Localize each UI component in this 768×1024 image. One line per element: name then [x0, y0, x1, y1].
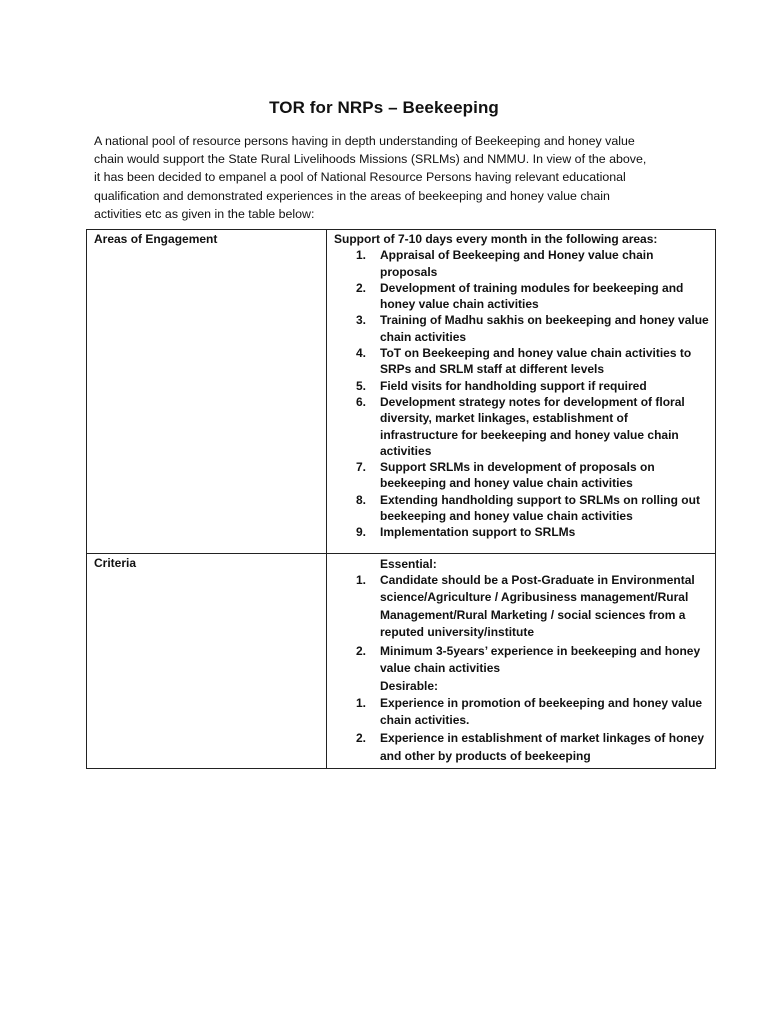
list-number: 3. [356, 313, 367, 328]
engagement-cell [327, 230, 716, 554]
list-number: 1. [356, 572, 367, 587]
list-text: Experience in promotion of beekeeping and honey value chain activities. [380, 695, 703, 728]
list-item [334, 492, 709, 525]
list-text: Experience in establishment of market linkages of honey and other by products of beekeeping [380, 731, 705, 763]
row-label-criteria: Criteria [87, 553, 327, 769]
list-item [334, 459, 709, 492]
list-number: 2. [356, 280, 367, 295]
row-label-engagement: Areas of Engagement [87, 230, 327, 554]
list-text: Minimum 3-5years’ experience in beekeeping and honey value chain activities [380, 643, 701, 675]
intro-line: qualification and demonstrated experiences in the areas of beekeeping and honey value chain [94, 188, 610, 203]
list-text: Candidate should be a Post-Graduate in Environmental science/Agriculture / Agribusiness management/Rural Management/Rural Marketing / social sciences from a reputed university/institute [380, 572, 695, 640]
list-item [334, 643, 709, 678]
list-number: 8. [356, 492, 367, 507]
intro-line: activities etc as given in the table below: [94, 206, 315, 221]
page-title: TOR for NRPs – Beekeeping [269, 98, 499, 117]
table-row-criteria [87, 553, 716, 769]
list-text: Support SRLMs in development of proposals on beekeeping and honey value chain activities [380, 460, 655, 491]
table-row-engagement [87, 230, 716, 554]
list-number: 4. [356, 346, 367, 361]
list-number: 7. [356, 460, 367, 475]
essential-list [334, 572, 709, 677]
list-item [334, 280, 709, 313]
list-item [334, 312, 709, 345]
engagement-lead: Support of 7-10 days every month in the following areas: [334, 232, 658, 246]
list-text: Development of training modules for beekeeping and honey value chain activities [380, 280, 684, 312]
engagement-list [334, 247, 709, 540]
list-number: 6. [356, 394, 367, 409]
list-number: 9. [356, 525, 367, 540]
intro-line: A national pool of resource persons having in depth understanding of Beekeeping and honey value [94, 134, 635, 148]
intro-paragraph [94, 132, 694, 223]
list-number: 5. [356, 378, 367, 393]
desirable-list [334, 695, 709, 766]
list-text: Field visits for handholding support if required [380, 378, 647, 393]
list-text: Appraisal of Beekeeping and Honey value chain proposals [380, 248, 654, 279]
list-item [334, 572, 709, 642]
list-item [334, 524, 709, 540]
list-item [334, 247, 709, 280]
list-number: 2. [356, 643, 367, 658]
list-item [334, 345, 709, 378]
tor-table [86, 229, 716, 769]
intro-line: chain would support the State Rural Livelihoods Missions (SRLMs) and NMMU. In view of the above, [94, 152, 647, 167]
desirable-heading: Desirable: [380, 679, 439, 694]
list-number: 1. [356, 248, 367, 263]
list-text: ToT on Beekeeping and honey value chain activities to SRPs and SRLM staff at different levels [380, 346, 692, 377]
intro-line: it has been decided to empanel a pool of National Resource Persons having relevant educational [94, 170, 626, 185]
list-item [334, 394, 709, 459]
list-text: Training of Madhu sakhis on beekeeping and honey value chain activities [380, 313, 709, 344]
list-number: 1. [356, 695, 367, 710]
list-item [334, 695, 709, 730]
essential-heading: Essential: [380, 556, 437, 571]
list-text: Development strategy notes for development of floral diversity, market linkages, establishment of infrastructure for beekeeping and honey value chain activities [380, 394, 685, 458]
list-item [334, 730, 709, 765]
criteria-cell [327, 553, 716, 769]
list-text: Extending handholding support to SRLMs on rolling out beekeeping and honey value chain activities [380, 492, 700, 524]
list-text: Implementation support to SRLMs [380, 525, 576, 540]
list-number: 2. [356, 731, 367, 746]
list-item [334, 378, 709, 394]
